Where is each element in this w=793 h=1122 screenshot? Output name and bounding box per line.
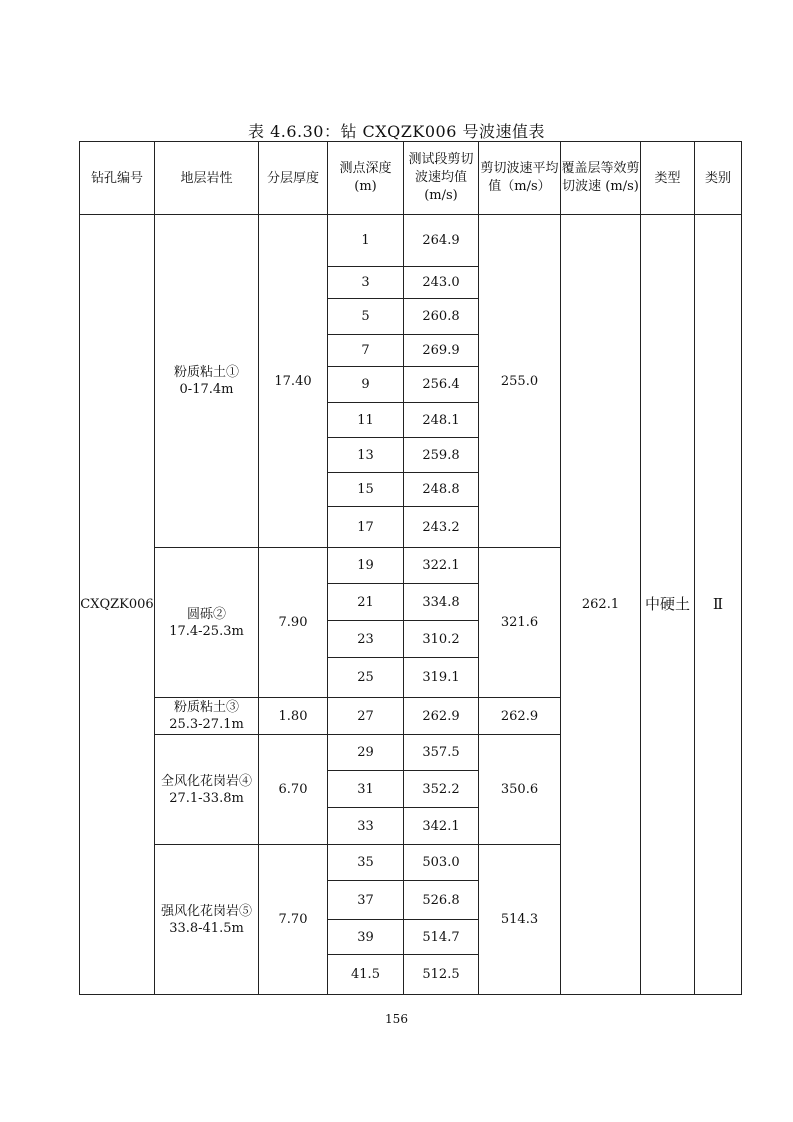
lithology-name: 圆砾② (186, 606, 226, 622)
depth-cell: 21 (328, 584, 404, 621)
depth-cell: 1 (328, 215, 404, 267)
velocity-cell: 259.8 (404, 438, 479, 473)
lithology-cell (155, 845, 259, 995)
category-cell: Ⅱ (695, 215, 742, 995)
depth-cell: 11 (328, 403, 404, 438)
velocity-cell: 248.1 (404, 403, 479, 438)
depth-cell: 13 (328, 438, 404, 473)
depth-cell: 25 (328, 658, 404, 698)
equiv-velocity-cell: 262.1 (561, 215, 641, 995)
depth-cell: 23 (328, 621, 404, 658)
velocity-cell: 334.8 (404, 584, 479, 621)
header-hole-id: 钻孔编号 (80, 142, 155, 215)
velocity-cell: 526.8 (404, 881, 479, 920)
lithology-name: 强风化花岗岩⑤ (160, 903, 252, 919)
avg-velocity-cell: 350.6 (479, 735, 561, 845)
avg-velocity-cell: 514.3 (479, 845, 561, 995)
header-depth: 测点深度 (m) (328, 142, 404, 215)
lithology-range: 25.3-27.1m (169, 717, 244, 732)
header-lithology: 地层岩性 (155, 142, 259, 215)
depth-cell: 35 (328, 845, 404, 881)
avg-velocity-cell: 321.6 (479, 548, 561, 698)
velocity-cell: 352.2 (404, 771, 479, 808)
lithology-range: 0-17.4m (179, 382, 234, 397)
lithology-cell (155, 698, 259, 735)
velocity-cell: 243.0 (404, 267, 479, 299)
depth-cell: 5 (328, 299, 404, 335)
velocity-cell: 357.5 (404, 735, 479, 771)
avg-velocity-cell: 255.0 (479, 215, 561, 548)
depth-cell: 17 (328, 507, 404, 548)
page-number: 156 (385, 1012, 408, 1026)
velocity-cell: 322.1 (404, 548, 479, 584)
lithology-range: 33.8-41.5m (169, 920, 244, 936)
velocity-cell: 262.9 (404, 698, 479, 735)
lithology-cell (155, 735, 259, 845)
lithology-range: 27.1-33.8m (169, 790, 244, 806)
lithology-range: 17.4-25.3m (169, 623, 244, 639)
header-avg-velocity: 剪切波速平均值（m/s） (479, 142, 561, 215)
header-row (80, 142, 742, 215)
velocity-cell: 342.1 (404, 808, 479, 845)
depth-cell: 9 (328, 367, 404, 403)
depth-cell: 41.5 (328, 955, 404, 995)
depth-cell: 3 (328, 267, 404, 299)
thickness-cell: 7.70 (259, 845, 328, 995)
velocity-cell: 319.1 (404, 658, 479, 698)
lithology-name: 粉质粘土① (173, 365, 239, 380)
depth-cell: 15 (328, 473, 404, 507)
velocity-cell: 264.9 (404, 215, 479, 267)
depth-cell: 29 (328, 735, 404, 771)
velocity-cell: 260.8 (404, 299, 479, 335)
depth-cell: 27 (328, 698, 404, 735)
table-title: 表 4.6.30：钻 CXQZK006 号波速值表 (247, 122, 545, 141)
header-soil-type: 类型 (641, 142, 695, 215)
lithology-name: 全风化花岗岩④ (160, 773, 252, 789)
header-category: 类别 (695, 142, 742, 215)
header-thickness: 分层厚度 (259, 142, 328, 215)
hole-id-cell: CXQZK006 (80, 215, 155, 995)
thickness-cell: 6.70 (259, 735, 328, 845)
avg-velocity-cell: 262.9 (479, 698, 561, 735)
depth-cell: 39 (328, 920, 404, 955)
lithology-name: 粉质粘土③ (173, 700, 239, 715)
depth-cell: 19 (328, 548, 404, 584)
thickness-cell: 1.80 (259, 698, 328, 735)
velocity-cell: 512.5 (404, 955, 479, 995)
lithology-cell (155, 548, 259, 698)
depth-cell: 33 (328, 808, 404, 845)
depth-cell: 7 (328, 335, 404, 367)
soil-type-cell: 中硬土 (641, 215, 695, 995)
velocity-cell: 243.2 (404, 507, 479, 548)
thickness-cell: 7.90 (259, 548, 328, 698)
velocity-cell: 514.7 (404, 920, 479, 955)
thickness-cell: 17.40 (259, 215, 328, 548)
table-row (80, 215, 742, 267)
velocity-cell: 310.2 (404, 621, 479, 658)
depth-cell: 37 (328, 881, 404, 920)
lithology-cell (155, 215, 259, 548)
header-equiv-velocity: 覆盖层等效剪切波速 (m/s) (561, 142, 641, 215)
velocity-cell: 256.4 (404, 367, 479, 403)
velocity-cell: 503.0 (404, 845, 479, 881)
depth-cell: 31 (328, 771, 404, 808)
header-segment-velocity: 测试段剪切波速均值 (m/s) (404, 142, 479, 215)
velocity-cell: 248.8 (404, 473, 479, 507)
velocity-cell: 269.9 (404, 335, 479, 367)
wave-velocity-table (79, 141, 742, 995)
